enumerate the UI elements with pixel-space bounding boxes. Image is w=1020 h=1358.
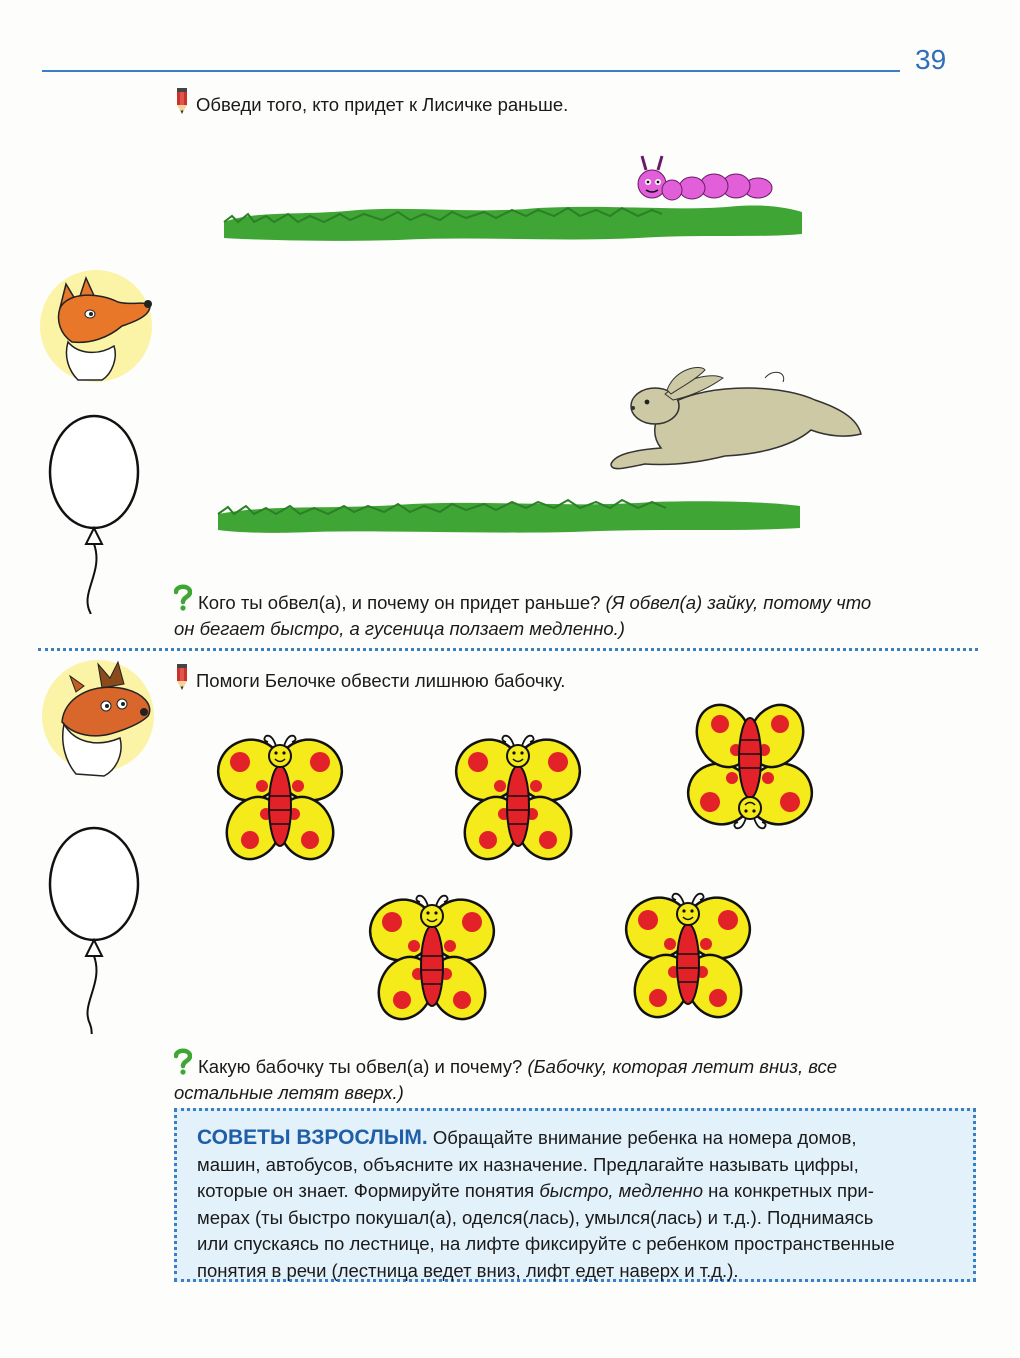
task2-instruction: [174, 664, 565, 694]
task1-answer-2: он бегает быстро, а гусеница ползает медленно.): [174, 618, 625, 639]
tips-line-6: понятия в речи (лестница ведет вниз, лифт едет наверх и т.д.).: [197, 1259, 739, 1281]
task1-instruction-text: Обведи того, кто придет к Лисичке раньше.: [196, 94, 569, 115]
squirrel-illustration: [40, 658, 160, 782]
tips-title: СОВЕТЫ ВЗРОСЛЫМ.: [197, 1126, 428, 1149]
grass-strip-top: [218, 150, 808, 250]
grass-strip-bottom: [212, 478, 808, 538]
butterflies-group: [200, 700, 840, 1030]
task1-question: [174, 584, 964, 642]
butterfly-odd-down: [680, 700, 821, 833]
pencil-icon: [174, 664, 190, 690]
task2-question-text: Какую бабочку ты обвел(а) и почему?: [198, 1056, 523, 1077]
butterfly-4: [618, 889, 759, 1026]
task1-instruction: [174, 88, 568, 118]
page-number: 39: [915, 44, 947, 75]
butterfly-3: [362, 891, 503, 1028]
task2-question: [174, 1048, 964, 1106]
fox-illustration: [38, 262, 158, 390]
question-mark-icon: [174, 584, 192, 612]
tips-line-5: или спускаясь по лестнице, на лифте фиксируйте с ребенком пространственные: [197, 1233, 895, 1254]
tips-line-4: мерах (ты быстро покушал(а), оделся(лась), умылся(лась) и т.д.). Поднимаясь: [197, 1206, 874, 1228]
task1-answer-1: (Я обвел(а) зайку, потому что: [605, 592, 872, 613]
header-rule: [42, 70, 900, 72]
tips-line-3c: на конкретных при-: [708, 1180, 874, 1201]
answer-balloon-2[interactable]: [44, 824, 144, 1034]
task2-instruction-text: Помоги Белочке обвести лишнюю бабочку.: [196, 670, 566, 691]
tips-line-3b: быстро, медленно: [539, 1180, 704, 1201]
tips-line-3a: которые он знает. Формируйте понятия: [197, 1180, 535, 1201]
rabbit-illustration: [605, 364, 870, 479]
task2-answer-1: (Бабочку, которая летит вниз, все: [527, 1056, 838, 1077]
task2-answer-2: остальные летят вверх.): [174, 1082, 404, 1103]
butterfly-1: [210, 731, 351, 868]
tips-line-2: машин, автобусов, объясните их назначение. Предлагайте называть цифры,: [197, 1153, 859, 1175]
tips-line-1: Обращайте внимание ребенка на номера домов,: [432, 1127, 857, 1148]
question-mark-icon: [174, 1048, 192, 1076]
caterpillar-illustration: [638, 156, 772, 200]
section-divider: [38, 648, 978, 651]
task1-question-text: Кого ты обвел(а), и почему он придет раньше?: [198, 592, 601, 613]
pencil-icon: [174, 88, 190, 114]
answer-balloon-1[interactable]: [44, 414, 144, 614]
tips-box: [174, 1108, 976, 1282]
butterfly-2: [448, 731, 589, 868]
